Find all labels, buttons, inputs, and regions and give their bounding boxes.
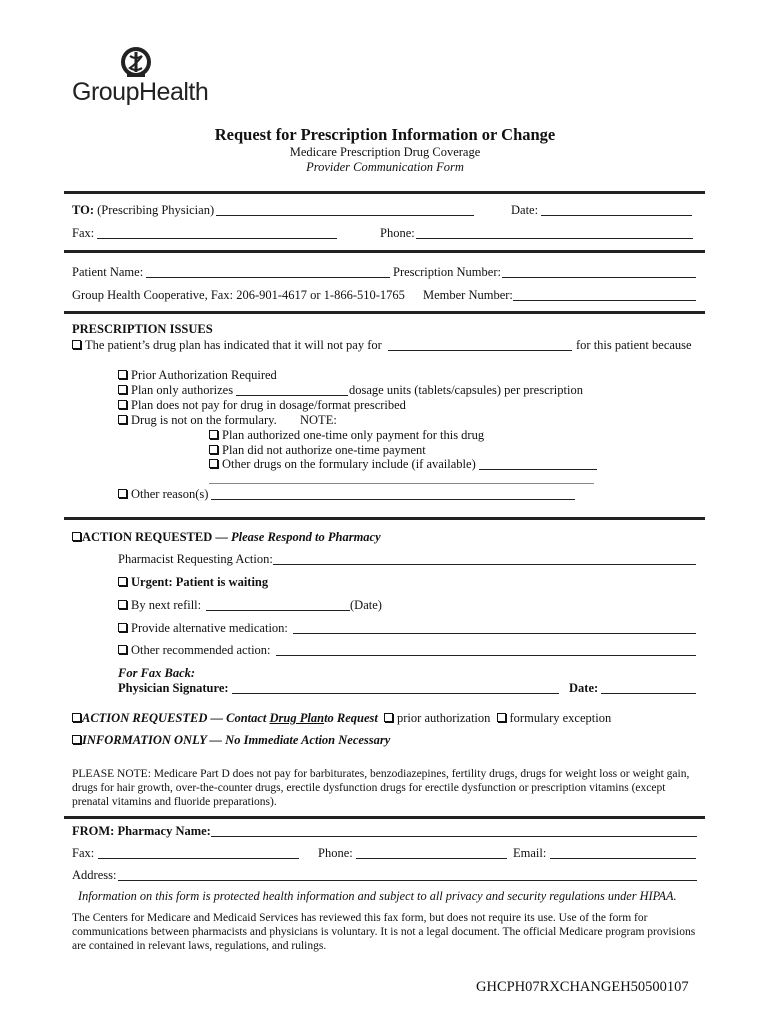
to-label: TO: [72,203,94,217]
signature-date-label: Date: [569,681,599,695]
checkbox[interactable] [72,340,81,349]
physician-field[interactable] [216,215,474,216]
plan-only-text: Plan only authorizes [131,383,234,397]
logo [72,44,209,106]
checkbox[interactable] [384,713,393,722]
from-fax-field[interactable] [98,858,299,859]
pharmacy-name-field[interactable] [211,836,697,837]
checkbox[interactable] [72,735,81,744]
date-field[interactable] [541,215,692,216]
please-note: PLEASE NOTE: Medicare Part D does not pay for barbiturates, benzodiazepines, fertility drugs, drugs for weight loss or weight gain, drugs for hair growth, over-the-counter drugs, erectile dysfunction drugs for erectile dysfunction or prescription vitamins (except prenatal vitamins and fluoride preparations). [72,768,690,808]
one-time-row [209,428,484,443]
checkbox[interactable] [118,370,127,379]
urgent-text: Urgent: Patient is waiting [131,575,269,589]
pharmacist-field[interactable] [273,564,696,565]
checkbox[interactable] [118,400,127,409]
no-one-time-row [209,443,426,458]
other-drugs-row [209,457,476,472]
alt-med-row [118,621,288,636]
checkbox[interactable] [118,600,127,609]
issue-main-post: for this patient because [576,338,692,352]
address-field[interactable] [118,880,697,881]
rx-number-label: Prescription Number: [393,265,501,279]
subtitle-italic: Provider Communication Form [306,160,464,174]
divider [64,191,705,194]
action-heading-bold: ACTION REQUESTED — [82,530,228,544]
issues-heading: PRESCRIPTION ISSUES [72,322,213,336]
page-title: Request for Prescription Information or Change [214,125,556,144]
fax-label: Fax: [72,226,95,240]
checkbox[interactable] [118,489,127,498]
note-label: NOTE: [300,413,337,427]
to-sub-label: (Prescribing Physician) [97,203,215,217]
ghc-contact-line: Group Health Cooperative, Fax: 206-901-4617 or 1-866-510-1765 [72,288,405,302]
fax-field[interactable] [97,238,337,239]
next-refill-text: By next refill: [131,598,202,612]
fax-back-label: For Fax Back: [118,666,196,680]
checkbox[interactable] [118,645,127,654]
next-refill-field[interactable] [206,610,350,611]
other-action-row [118,643,271,658]
urgent-row [118,575,268,590]
issue-main-text: The patient’s drug plan has indicated that it will not pay for [85,338,382,352]
from-email-field[interactable] [550,858,696,859]
action-heading [72,530,381,545]
checkbox[interactable] [118,415,127,424]
checkbox[interactable] [118,623,127,632]
drug-plan-text: Drug Plan [269,711,325,725]
prior-auth-text: Prior Authorization Required [131,368,277,382]
date-paren: (Date) [350,598,382,612]
checkbox[interactable] [209,445,218,454]
from-phone-label: Phone: [318,846,353,860]
patient-name-field[interactable] [146,277,390,278]
from-email-label: Email: [513,846,547,860]
dosage-text: Plan does not pay for drug in dosage/format prescribed [131,398,406,412]
formulary-row [118,413,277,428]
action-heading-italic: Please Respond to Pharmacy [231,530,381,544]
other-action-field[interactable] [276,655,696,656]
other-drugs-text: Other drugs on the formulary include (if available) [222,457,476,471]
drug-field[interactable] [388,350,572,351]
signature-date-field[interactable] [601,693,696,694]
date-label: Date: [511,203,539,217]
logo-wordmark: GroupHealth [72,78,209,106]
member-number-label: Member Number: [423,288,513,302]
from-phone-field[interactable] [356,858,507,859]
other-reasons-text: Other reason(s) [131,487,209,501]
other-drugs-field[interactable] [479,469,597,470]
subtitle: Medicare Prescription Drug Coverage [289,145,481,159]
checkbox[interactable] [209,459,218,468]
other-action-text: Other recommended action: [131,643,271,657]
signature-field[interactable] [232,693,559,694]
form-code: GHCPH07RXCHANGEH50500107 [476,979,689,995]
action2-prefix: ACTION REQUESTED — Contact [82,711,267,725]
formulary-exception-option: formulary exception [509,711,612,725]
plan-only-post: dosage units (tablets/capsules) per prescription [349,383,583,397]
to-request-text: to Request [324,711,378,725]
info-only-row [72,733,390,748]
cms-note: The Centers for Medicare and Medicaid Services has reviewed this fax form, but does not require its use. Use of the form for communications between pharmacists and physicians is voluntary. It is not a legal document. The official Medicare program provisions are contained in relevant laws, regulations, and rulings. [72,912,696,952]
one-time-text: Plan authorized one-time only payment for this drug [222,428,485,442]
units-field[interactable] [236,395,348,396]
alt-med-text: Provide alternative medication: [131,621,288,635]
issue-main-row [72,338,382,353]
info-only-text: INFORMATION ONLY — No Immediate Action Necessary [82,733,391,747]
divider [64,816,705,819]
to-row [72,203,214,218]
from-label: FROM: Pharmacy Name: [72,824,211,838]
divider [64,517,705,520]
action2-row [72,711,611,726]
other-drugs-field-2[interactable] [209,483,594,484]
checkbox[interactable] [118,577,127,586]
alt-med-field[interactable] [293,633,696,634]
pharmacist-label: Pharmacist Requesting Action: [118,552,273,566]
dosage-row [118,398,406,413]
prior-auth-row [118,368,277,383]
from-fax-label: Fax: [72,846,95,860]
checkbox[interactable] [118,385,127,394]
no-one-time-text: Plan did not authorize one-time payment [222,443,426,457]
formulary-text: Drug is not on the formulary. [131,413,277,427]
divider [64,250,705,253]
phone-label: Phone: [380,226,415,240]
checkbox[interactable] [72,532,81,541]
checkbox[interactable] [72,713,81,722]
divider [64,311,705,314]
phone-field[interactable] [416,238,693,239]
signature-label: Physician Signature: [118,681,229,695]
next-refill-row [118,598,201,613]
address-label: Address: [72,868,117,882]
rx-number-field[interactable] [502,277,696,278]
patient-name-label: Patient Name: [72,265,144,279]
prior-auth-option: prior authorization [397,711,491,725]
checkbox[interactable] [497,713,506,722]
plan-only-row [118,383,233,398]
hipaa-notice: Information on this form is protected health information and subject to all privacy and security regulations under HIPAA. [78,889,677,903]
member-number-field[interactable] [513,300,696,301]
other-reasons-field[interactable] [211,499,575,500]
other-reasons-row [118,487,208,502]
checkbox[interactable] [209,430,218,439]
